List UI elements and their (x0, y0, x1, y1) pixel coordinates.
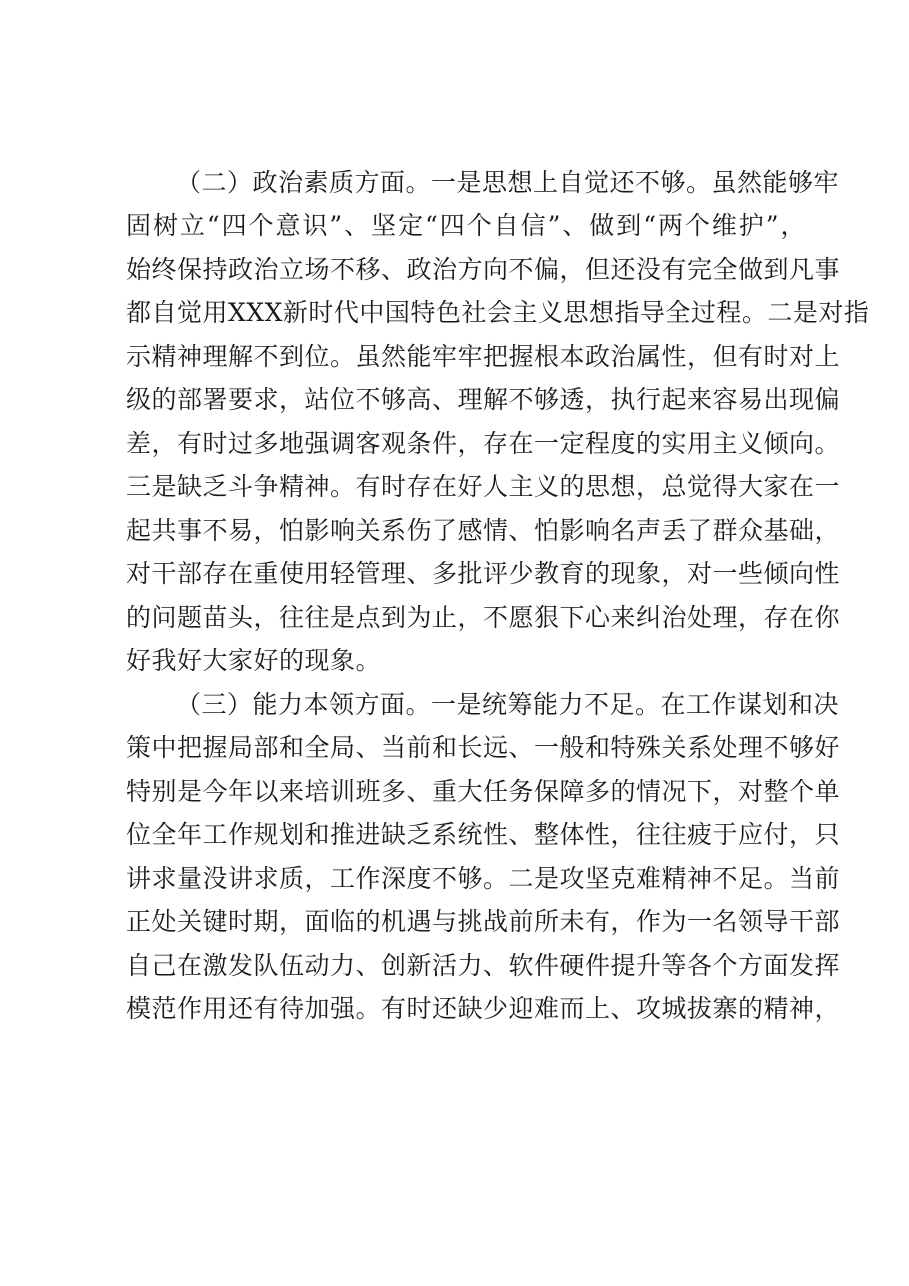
text-line: 起共事不易，怕影响关系伤了感情、怕影响名声丢了群众基础， (126, 516, 841, 545)
text-line: 差，有时过多地强调客观条件，存在一定程度的实用主义倾向。 (126, 429, 841, 458)
text-line: 模范作用还有待加强。有时还缺少迎难而上、攻城拔寨的精神， (126, 994, 841, 1023)
text-line: 正处关键时期，面临的机遇与挑战前所未有，作为一名领导干部 (126, 907, 841, 936)
text-line: 讲求量没讲求质，工作深度不够。二是攻坚克难精神不足。当前 (126, 864, 841, 893)
text-line: 三是缺乏斗争精神。有时存在好人主义的思想，总觉得大家在一 (126, 472, 841, 501)
text-line: 都自觉用XXX新时代中国特色社会主义思想指导全过程。二是对指 (126, 298, 870, 327)
text-line: 示精神理解不到位。虽然能牢牢把握根本政治属性，但有时对上 (126, 342, 841, 371)
text-line: 的问题苗头，往往是点到为止，不愿狠下心来纠治处理，存在你 (126, 603, 841, 632)
text-line: （三）能力本领方面。一是统筹能力不足。在工作谋划和决 (176, 690, 840, 719)
text-line: 自己在激发队伍动力、创新活力、软件硬件提升等各个方面发挥 (126, 951, 841, 980)
text-line: 好我好大家好的现象。 (126, 646, 382, 675)
text-line: 策中把握局部和全局、当前和长远、一般和特殊关系处理不够好 (126, 733, 841, 762)
text-line: 位全年工作规划和推进缺乏系统性、整体性，往往疲于应付，只 (126, 820, 841, 849)
text-line: 特别是今年以来培训班多、重大任务保障多的情况下，对整个单 (126, 777, 841, 806)
text-line: （二）政治素质方面。一是思想上自觉还不够。虽然能够牢 (176, 168, 840, 197)
text-line: 级的部署要求，站位不够高、理解不够透，执行起来容易出现偏 (126, 385, 841, 414)
text-line: 固树立“四个意识”、坚定“四个自信”、做到“两个维护”， (126, 211, 806, 240)
text-line: 始终保持政治立场不移、政治方向不偏，但还没有完全做到凡事 (126, 255, 841, 284)
text-line: 对干部存在重使用轻管理、多批评少教育的现象，对一些倾向性 (126, 559, 841, 588)
